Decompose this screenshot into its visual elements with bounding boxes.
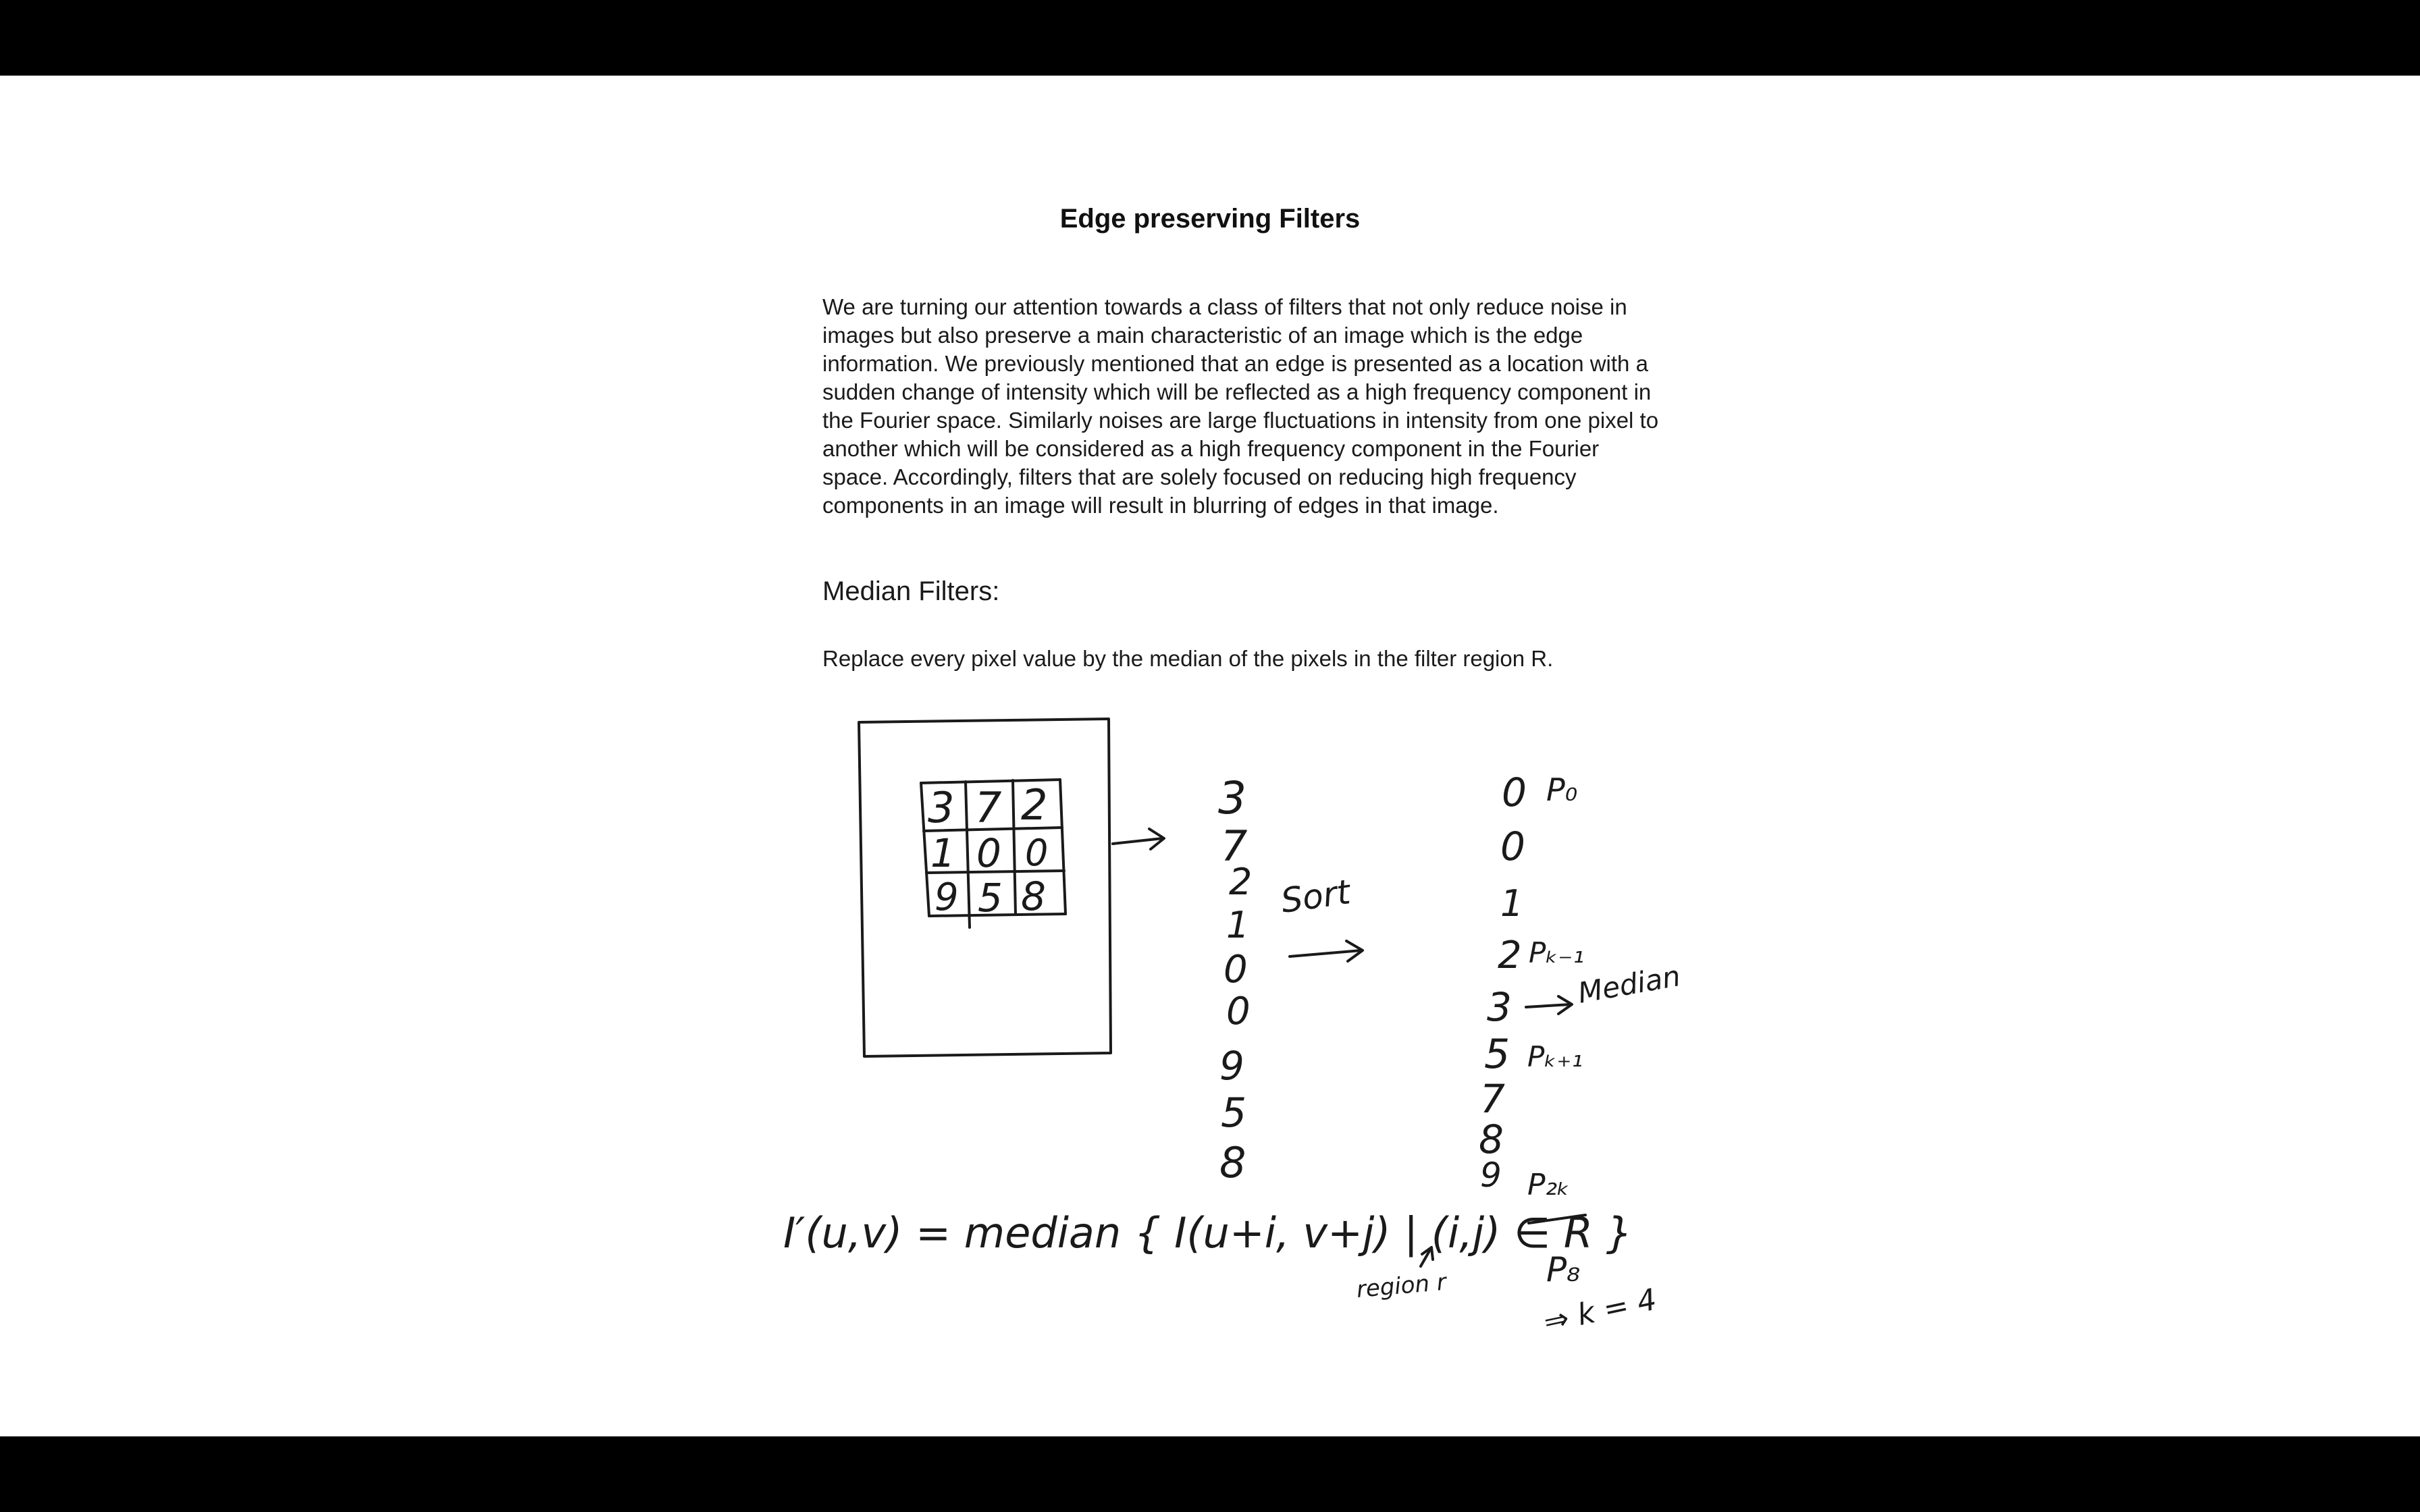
unsorted-value: 7	[1221, 821, 1248, 871]
grid-cell: 2	[1021, 780, 1048, 830]
sorted-value: 8	[1479, 1116, 1504, 1162]
label-p0: P₀	[1546, 772, 1578, 808]
sorted-value: 5	[1484, 1031, 1510, 1078]
unsorted-value: 9	[1219, 1043, 1244, 1089]
handwritten-sketch	[0, 76, 2420, 1436]
grid-cell: 9	[935, 875, 959, 919]
grid-cell: 0	[1025, 832, 1049, 874]
median-filters-heading: Median Filters:	[822, 576, 1000, 606]
median-arrow-icon	[1526, 996, 1572, 1014]
grid-cell: 8	[1021, 873, 1046, 919]
grid-cell: 1	[930, 830, 955, 876]
unsorted-value: 2	[1229, 861, 1253, 903]
unsorted-value: 0	[1224, 948, 1248, 992]
sorted-value: 0	[1502, 770, 1527, 815]
grid-cell: 5	[978, 875, 1003, 921]
unsorted-value: 1	[1226, 904, 1250, 946]
label-pk-minus-1: Pₖ₋₁	[1529, 936, 1585, 969]
region-label: region r	[1355, 1268, 1448, 1303]
sorted-value: 0	[1500, 824, 1525, 869]
grid-cell: 3	[928, 783, 955, 832]
unsorted-values	[1218, 772, 1252, 1187]
label-p2k: P₂ₖ	[1527, 1168, 1570, 1202]
slide-canvas	[0, 76, 2420, 1436]
unsorted-value: 0	[1226, 990, 1251, 1033]
median-filters-description: Replace every pixel value by the median of the pixels in the filter region R.	[822, 646, 1554, 671]
median-label: Median	[1575, 959, 1683, 1010]
arrow-icon	[1113, 829, 1164, 849]
unsorted-value: 5	[1221, 1089, 1247, 1137]
label-p8: P₈	[1546, 1250, 1581, 1289]
intro-paragraph: We are turning our attention towards a class of filters that not only reduce noise in images but also preserve a main characteristic of an image which is the edge information. We previously mentioned that an edge is presented as a location with a sudden change of intensity which will be reflected as a high frequency component in the Fourier space. Similarly noises are large fluctuations in intensity from one pixel to another which will be considered as a high frequency component in the Fourier space. Accordingly, filters that are solely focused on reducing high frequency components in an image will result in blurring of edges in that image.	[822, 294, 1659, 518]
median-formula: I′(u,v) = median { I(u+i, v+j) | (i,j) ∈ R }	[783, 1208, 1633, 1258]
sorted-value: 1	[1500, 882, 1524, 925]
sorted-values	[1479, 770, 1527, 1195]
sort-label: Sort	[1278, 872, 1353, 921]
k-equals-label: ⇒ k = 4	[1540, 1282, 1660, 1340]
sorted-value: 3	[1487, 984, 1512, 1030]
unsorted-value: 3	[1218, 772, 1246, 824]
grid-cell: 0	[976, 830, 1001, 876]
unsorted-value: 8	[1219, 1138, 1246, 1187]
sorted-value: 2	[1498, 934, 1522, 977]
label-pk-plus-1: Pₖ₊₁	[1527, 1040, 1583, 1073]
sorted-value: 7	[1480, 1076, 1505, 1122]
sorted-value: 9	[1480, 1156, 1502, 1195]
page-title: Edge preserving Filters	[1059, 204, 1361, 234]
sort-arrow-icon	[1290, 941, 1363, 961]
grid-cell: 7	[975, 783, 1002, 832]
